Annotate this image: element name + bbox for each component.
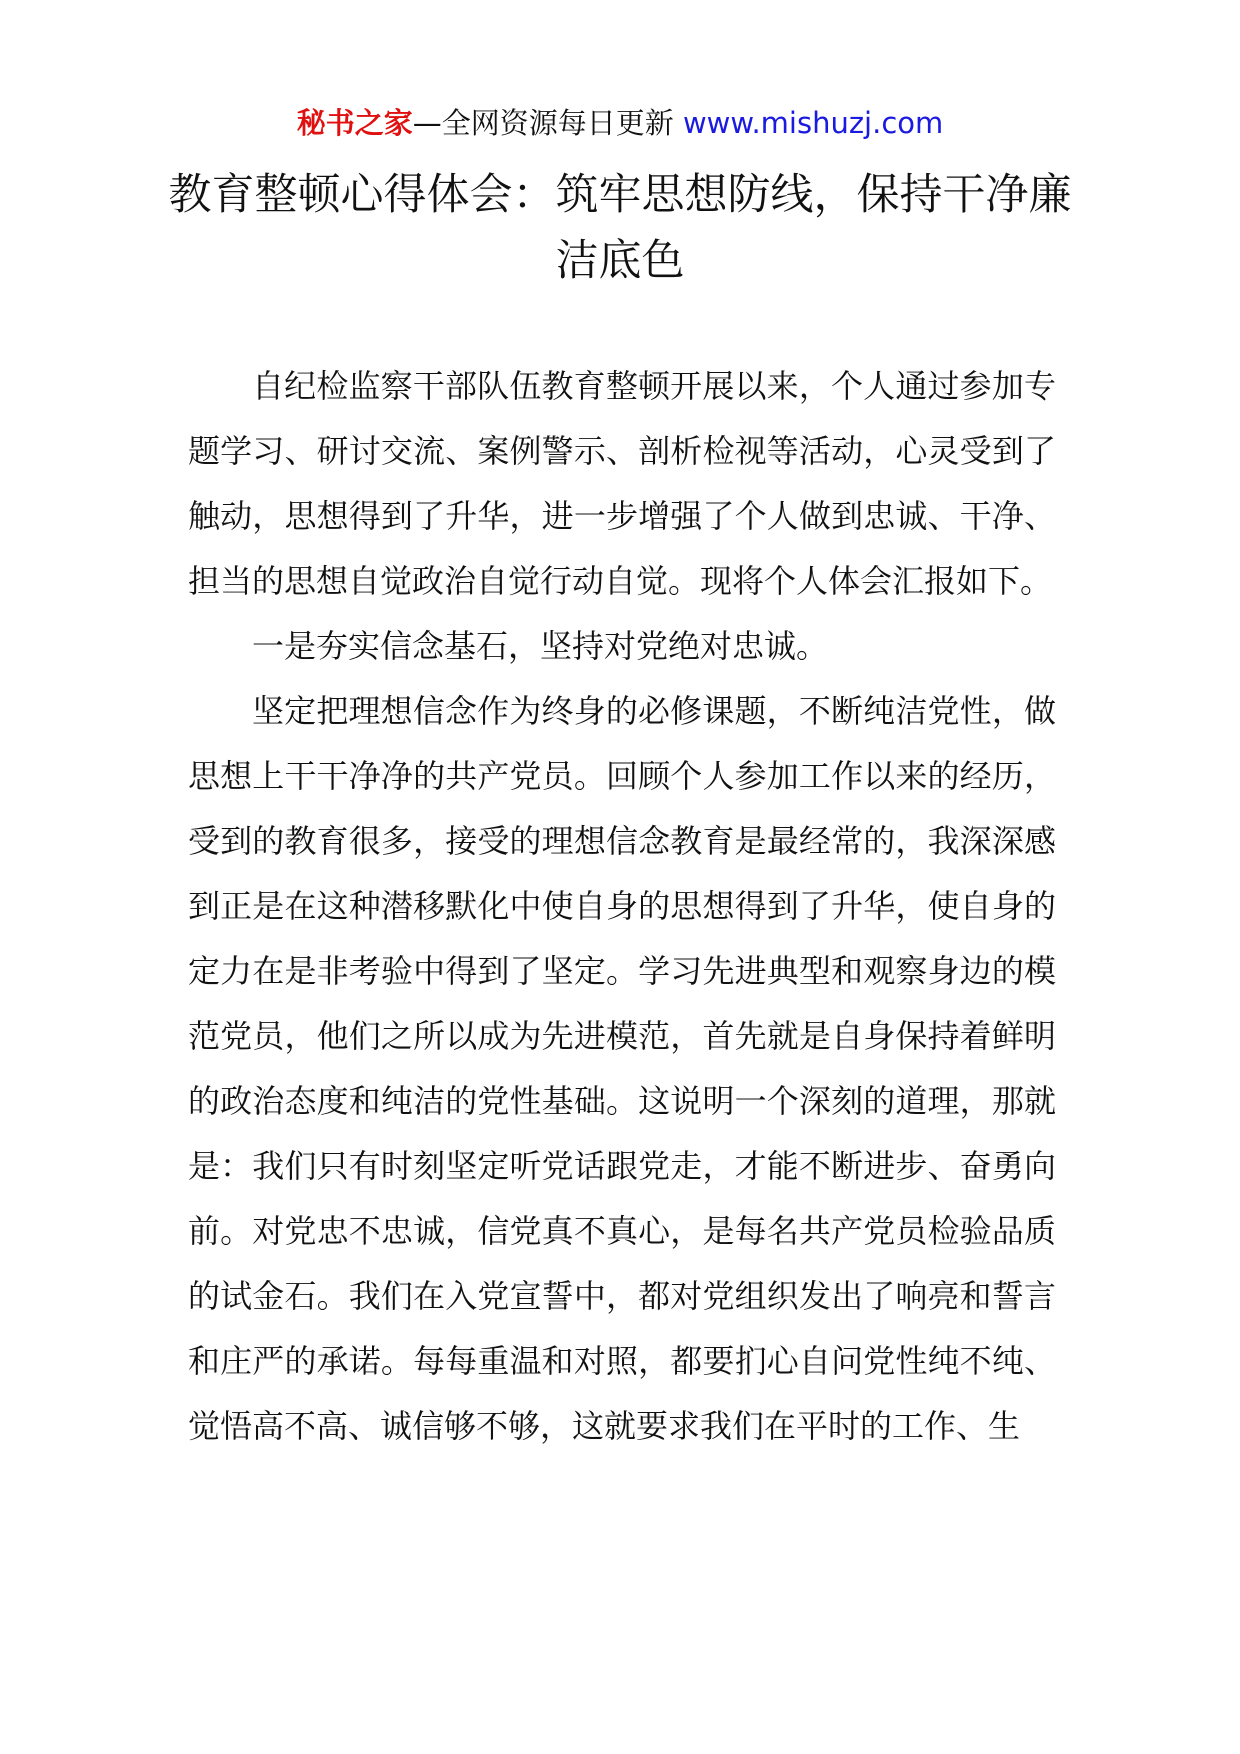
paragraph-intro: 自纪检监察干部队伍教育整顿开展以来，个人通过参加专题学习、研讨交流、案例警示、剖析检视等活动，心灵受到了触动，思想得到了升华，进一步增强了个人做到忠诚、干净、担当的思想自觉政治自觉行动自觉。现将个人体会汇报如下。 xyxy=(188,367,1056,600)
document-title: 教育整顿心得体会：筑牢思想防线，保持干净廉洁底色 xyxy=(168,170,1072,286)
brand-name: 秘书之家 xyxy=(296,106,413,140)
banner-tagline: —全网资源每日更新 xyxy=(412,106,683,140)
site-url-link[interactable]: www.mishuzj.com xyxy=(682,106,944,140)
site-banner xyxy=(0,100,1240,146)
paragraph-section-1: 坚定把理想信念作为终身的必修课题，不断纯洁党性，做思想上干干净净的共产党员。回顾个人参加工作以来的经历，受到的教育很多，接受的理想信念教育是最经常的，我深深感到正是在这种潜移默化中使自身的思想得到了升华，使自身的定力在是非考验中得到了坚定。学习先进典型和观察身边的模范党员，他们之所以成为先进模范，首先就是自身保持着鲜明的政治态度和纯洁的党性基础。这说明一个深刻的道理，那就是：我们只有时刻坚定听党话跟党走，才能不断进步、奋勇向前。对党忠不忠诚，信党真不真心，是每名共产党员检验品质的试金石。我们在入党宣誓中，都对党组织发出了响亮和誓言和庄严的承诺。每每重温和对照，都要扪心自问党性纯不纯、觉悟高不高、诚信够不够，这就要求我们在平时的工作、生 xyxy=(188,692,1056,1445)
document-body xyxy=(188,354,1056,1459)
section-heading-1: 一是夯实信念基石，坚持对党绝对忠诚。 xyxy=(252,627,829,665)
